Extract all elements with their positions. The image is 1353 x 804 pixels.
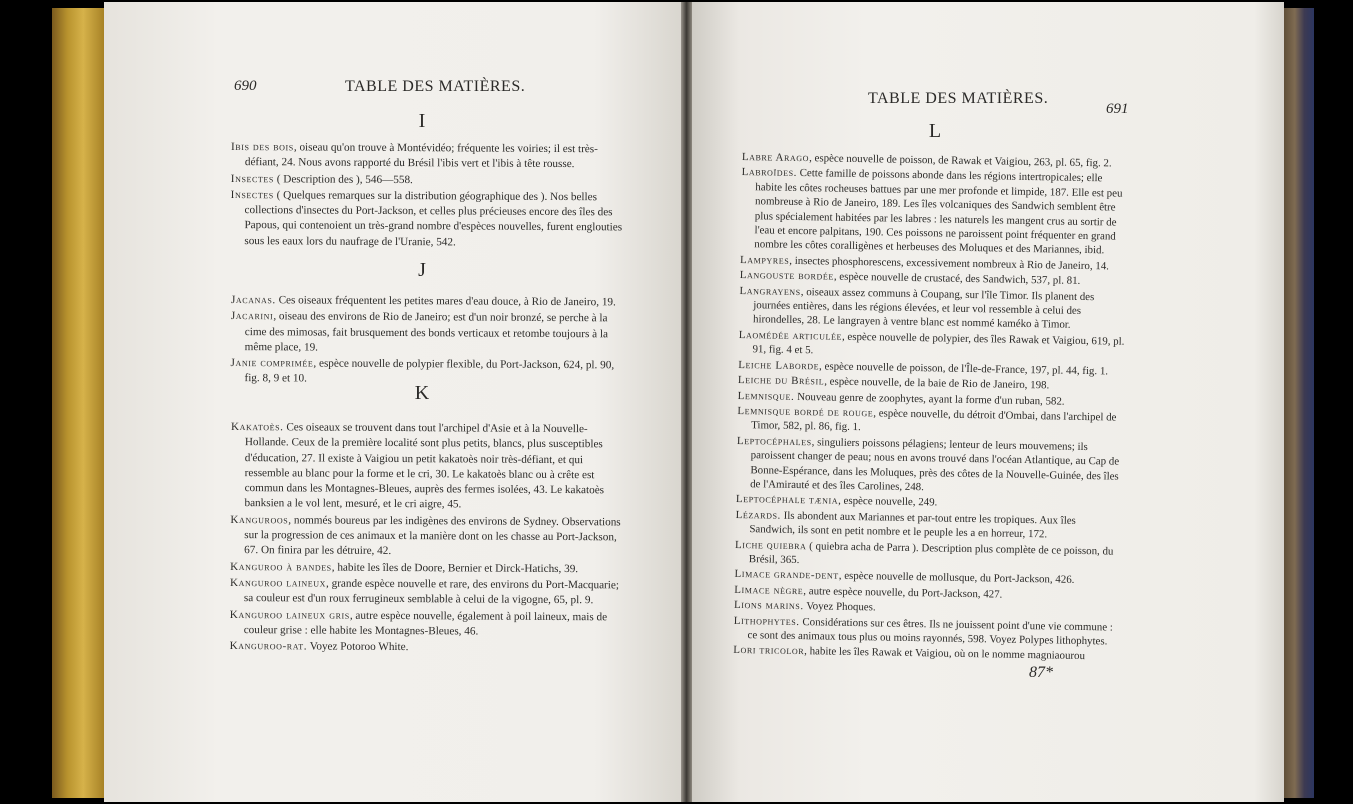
entry-text: , singuliers poissons pélagiens; lenteur de leurs mouvemens; ils paroissent changer de peau; nous en avons trouvé dans l'océan Atlantique, au Cap de Bonne-Espérance, dans les Moluques, près des côtes de la Nouvelle-Guinée, des îles de l'Amirauté et des îles Carolines, 248. [750,435,1120,494]
section-letter: I [418,110,426,132]
entry-headword: Kanguroos [230,513,289,527]
entry-text: , espèce nouvelle de mollusque, du Port-Jackson, 426. [838,570,1075,587]
entry-text: , espèce nouvelle de crustacé, des Sandwich, 537, pl. 81. [833,270,1081,288]
entry-text: , espèce nouvelle, de la baie de Rio de Janeiro, 198. [824,375,1050,392]
entry-headword: Kanguroo à bandes [230,560,332,574]
entry-headword: Insectes [230,188,274,202]
entry-text: , oiseau des environs de Rio de Janeiro; est d'un noir bronzé, se perche à la cime des mimosas, fait brusquement des bonds verticaux et retombe toujours à la même place, 19. [244,310,608,354]
entry-headword: Lions marins. [733,599,804,613]
index-entry [736,434,1123,498]
entry-text: , autre espèce nouvelle, également à poil laineux, mais de couleur grise : elle habite les Montagnes-Bleues, 46. [243,609,608,638]
entry-list [230,420,623,658]
entry-headword: Lori tricolor [733,644,805,658]
running-head: TABLE DES MATIÈRES. [345,78,526,95]
entry-text: , espèce nouvelle, du détroit d'Ombai, dans l'archipel de Timor, 582, pl. 86, fig. 1. [751,407,1117,434]
section-letter: J [418,259,426,281]
book-gutter [681,2,692,802]
entry-text: ( Description des ), 546—558. [273,172,413,186]
entry-text: Voyez Phoques. [803,600,876,614]
entry-text: , grande espèce nouvelle et rare, des environs du Port-Macquarie; sa couleur est d'un roux ferrugineux semblable à celui de la vigogne, 65, pl. 9. [243,577,620,607]
entry-headword: Lithophytes. [733,614,800,628]
entry-headword: Limace grande-dent [734,568,839,583]
entry-headword: Kanguroo laineux gris [229,608,350,622]
index-entry [230,420,623,514]
section-letter: K [414,382,430,404]
entry-headword: Langrayens [739,284,801,298]
entry-text: Ils abondent aux Mariannes et par-tout entre les tropiques. Aux îles Sandwich, ils sont en petit nombre et le peuple les a en horreur, 172. [749,509,1076,541]
left-page-edges [52,8,104,798]
entry-headword: Kanguroo-rat. [229,640,308,653]
entry-headword: Lemnisque. [737,389,795,403]
page-number: 690 [234,78,257,94]
entry-text: ( quiebra acha de Parra ). Description plus complète de ce poisson, du Brésil, 365. [748,539,1114,567]
index-entry [230,608,622,641]
entry-headword: Kanguroo laineux [229,576,327,590]
entry-text: Ces oiseaux fréquentent les petites mares d'eau douce, à Rio de Janeiro, 19. [275,294,616,309]
entry-text: , espèce nouvelle de poisson, de Rawak et Vaigiou, 263, pl. 65, fig. 2. [809,152,1112,170]
entry-headword: Jacarini [230,310,274,323]
entry-text: , habite les îles Rawak et Vaigiou, où on le nomme magniaourou [804,645,1086,663]
right-page-edges [1282,8,1314,798]
entry-list [230,140,623,252]
entry-list [733,150,1128,665]
entry-text: , oiseaux assez communs à Coupang, sur l'île Timor. Ils planent des journées entières, dans les régions élevées, et leur vol ressemble à celui des hirondelles, 28. Le langrayen à ventre blanc est nommé kaméko à Timor. [752,285,1095,332]
index-entry [231,172,623,190]
entry-text: Voyez Potoroo White. [307,640,409,654]
entry-headword: Jacanas. [230,293,276,307]
entry-headword: Leiche du Brésil [737,374,825,388]
right-page [692,2,1284,802]
index-entry [230,188,622,252]
entry-text: , autre espèce nouvelle, du Port-Jackson, 427. [803,584,1003,601]
entry-text: Nouveau genre de zoophytes, ayant la forme d'un ruban, 582. [794,390,1065,408]
entry-list [230,293,623,390]
entry-headword: Janie comprimée [230,357,314,370]
index-entry [231,140,623,173]
entry-text: , espèce nouvelle de polypier flexible, du Port-Jackson, 624, pl. 90, fig. 8, 9 et 10. [244,357,615,385]
signature-mark: 87* [1029,664,1053,681]
index-entry [230,639,622,657]
entry-headword: Leptocéphale tænia [735,493,839,508]
entry-text: , oiseau qu'on trouve à Montévidéo; fréquente les voiries; il est très-défiant, 24. Nous avons rapporté du Brésil l'ibis vert et l'ibis à tête rousse. [244,141,598,171]
entry-headword: Labroïdes. [741,166,798,180]
index-entry [231,293,623,311]
entry-text: , espèce nouvelle de poisson, de l'Île-de-France, 197, pl. 44, fig. 1. [819,360,1109,378]
entry-text: , habite les îles de Doore, Bernier et Dirck-Hatichs, 39. [331,561,579,575]
entry-text: Ces oiseaux se trouvent dans tout l'archipel d'Asie et à la Nouvelle-Hollande. Ceux de la première localité sont plus petits, blancs, plus susceptibles d'éducation, 27. Il existe à Vaigiou un petit kakatoès noir très-défiant, et qui ressemble au blanc pour la forme et le cri, 30. Le kakatoès blanc ou à crête est commun dans les Montagnes-Bleues, auprès des fermes isolées, 43. Le kakatoès banksien a le vol lent, mesuré, et le cri aigre, 45. [244,421,605,511]
entry-text: , nommés boureus par les indigènes des environs de Sydney. Observations sur la progression de ces animaux et la manière dont on les chasse au Port-Jackson, 67. On finira par les détruire, 42. [244,514,621,558]
entry-text: Cette famille de poissons abonde dans les régions intertropicales; elle habite les côtes rocheuses battues par une mer profonde et limpide, 187. Elle est peu nombreuse à Rio de Janeiro, 189. Les îles volcaniques des Sandwich semblent être plus spécialement habitées par les labres : les naturels les mangent crus au sortir de l'eau et encore palpitans, 190. Ces poissons ne paroissent point fréquenter en grand nombre les côtes coralligènes et herbeuses des Moluques et des Mariannes, ibid. [754,167,1123,257]
left-page [104,2,681,802]
entry-text: Considérations sur ces êtres. Ils ne jouissent point d'une vie commune : ce sont des animaux tous plus ou moins rayonnés, 598. Voyez Polypes lithophytes. [747,615,1113,648]
entry-headword: Lampyres [739,253,790,267]
entry-headword: Labre Arago [741,150,810,165]
index-entry [230,513,622,561]
entry-text: ( Quelques remarques sur la distribution géographique des ). Nos belles collections d'insectes du Port-Jackson, et celles plus précieuses encore des îles des Papous, qui contenoient un très-grand nombre d'espèces nouvelles, furent englouties sous les eaux lors du naufrage de l'Uranie, 542. [244,189,623,249]
entry-headword: Insectes [230,172,275,185]
entry-headword: Langouste bordée [739,269,834,283]
section-letter: L [928,120,942,142]
entry-headword: Leptocéphales [736,434,812,448]
entry-headword: Lézards. [735,508,782,522]
entry-headword: Lemnisque bordé de rouge [737,404,874,420]
entry-headword: Laomédée articulée [738,328,843,343]
entry-headword: Kakatoès. [230,420,284,434]
index-entry [739,284,1126,334]
index-entry [230,560,622,578]
page-number: 691 [1106,101,1129,117]
entry-text: , espèce nouvelle de polypier, des îles Rawak et Vaigiou, 619, pl. 91, fig. 4 et 5. [752,330,1125,357]
entry-headword: Leiche Laborde [738,358,820,373]
entry-headword: Liche quiebra [735,538,807,552]
entry-headword: Limace nègre [734,583,804,597]
running-head: TABLE DES MATIÈRES. [868,90,1049,107]
entry-text: , espèce nouvelle, 249. [838,495,938,509]
entry-headword: Ibis des bois [230,140,294,154]
entry-text: , insectes phosphorescens, excessivement nombreux à Rio de Janeiro, 14. [789,254,1110,273]
index-entry [230,576,622,609]
index-entry [740,165,1127,258]
index-entry [231,309,623,357]
